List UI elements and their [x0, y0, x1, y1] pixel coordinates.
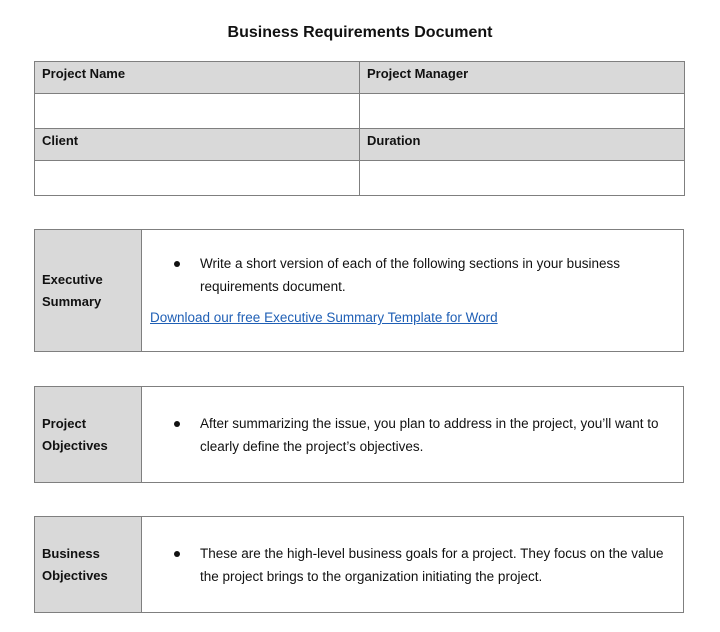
bullet-item — [174, 252, 675, 298]
business-objectives-section — [34, 516, 684, 613]
duration-label: Duration — [360, 129, 685, 161]
section-body — [142, 387, 683, 482]
section-label-line1: Project — [42, 415, 87, 431]
section-label — [35, 517, 142, 612]
bullet-text: Write a short version of each of the following sections in your business requirements document. — [200, 256, 620, 294]
bullet-item — [174, 412, 675, 458]
document-title: Business Requirements Document — [227, 24, 493, 41]
section-label-line1: Executive — [42, 271, 103, 287]
bullet-item — [174, 542, 675, 588]
project-manager-label: Project Manager — [360, 62, 685, 94]
project-manager-field[interactable] — [360, 94, 685, 129]
section-label — [35, 387, 142, 482]
project-objectives-section — [34, 386, 684, 483]
project-info-table — [34, 61, 685, 196]
section-body — [142, 517, 683, 612]
section-label-line2: Summary — [42, 293, 102, 309]
section-label-line2: Objectives — [42, 437, 108, 453]
project-name-label: Project Name — [35, 62, 360, 94]
executive-summary-template-link[interactable]: Download our free Executive Summary Template for Word — [150, 310, 498, 325]
duration-field[interactable] — [360, 161, 685, 196]
project-name-field[interactable] — [35, 94, 360, 129]
client-label: Client — [35, 129, 360, 161]
bullet-text: These are the high-level business goals for a project. They focus on the value the project brings to the organization initiating the project. — [200, 545, 664, 584]
info-value-row — [35, 94, 685, 129]
bullet-icon — [174, 261, 180, 267]
section-label-line2: Objectives — [42, 567, 108, 583]
section-label — [35, 230, 142, 351]
section-body — [142, 230, 683, 351]
executive-summary-section — [34, 229, 684, 352]
info-value-row — [35, 161, 685, 196]
client-field[interactable] — [35, 161, 360, 196]
section-label-line1: Business — [42, 545, 100, 561]
bullet-icon — [174, 421, 180, 427]
bullet-text: After summarizing the issue, you plan to address in the project, you’ll want to clearly define the project’s objectives. — [200, 415, 659, 454]
info-header-row — [35, 62, 685, 94]
bullet-icon — [174, 551, 180, 557]
info-header-row — [35, 129, 685, 161]
